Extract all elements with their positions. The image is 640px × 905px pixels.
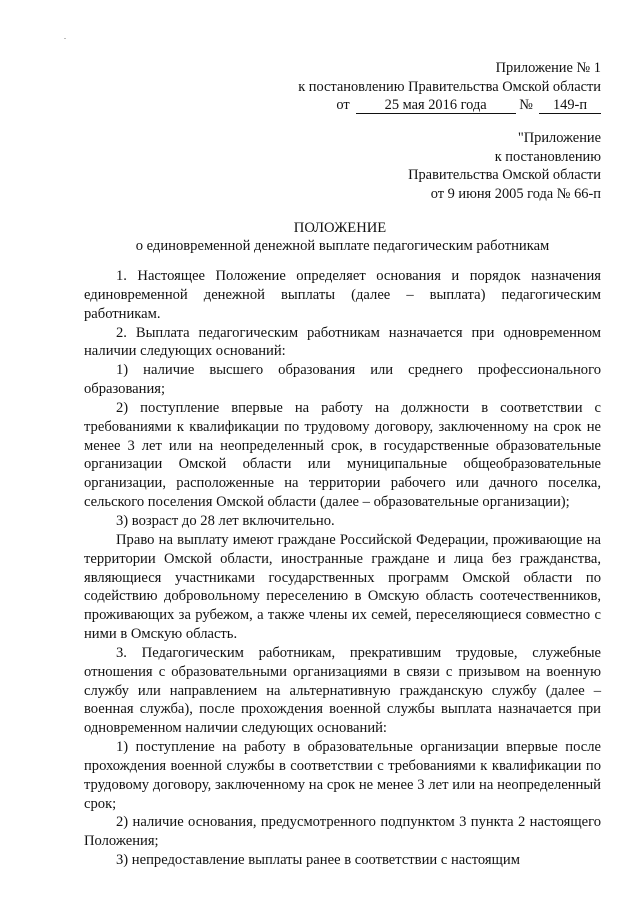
paragraph-2: 2. Выплата педагогическим работникам назначается при одновременном наличии следующих оснований:: [84, 324, 601, 360]
document-subtitle: о единовременной денежной выплате педагогическим работникам: [135, 238, 550, 254]
paragraph-3-item-3: 3) непредоставление выплаты ранее в соответствии с настоящим: [116, 852, 520, 869]
paragraph-eligibility: Право на выплату имеют граждане Российской Федерации, проживающие на территории Омской области, иностранные граждане и лица без гражданства, являющиеся участниками государственных программ Омской области по содействию добровольному переселению в Омскую область соотечественников, проживающих за рубежом, а также члены их семей, переселяющиеся совместно с ними в Омскую область.: [84, 531, 601, 643]
appendix-header: [298, 59, 601, 115]
document-title: ПОЛОЖЕНИЕ: [293, 220, 387, 236]
paragraph-3-item-1: 1) поступление на работу в образовательные организации впервые после прохождения военной службы в соответствии с требованиями к квалификации по трудовому договору, заключенному на срок не менее 3 лет или на неопределенный срок;: [84, 739, 601, 812]
prev-line-2: к постановлению: [494, 148, 601, 165]
paragraph-3-item-2: 2) наличие основания, предусмотренного подпунктом 3 пункта 2 настоящего Положения;: [84, 814, 601, 850]
decree-number: 149-п: [539, 98, 601, 114]
paragraph-2-item-3: 3) возраст до 28 лет включительно.: [116, 512, 335, 529]
appendix-to: к постановлению Правительства Омской области: [298, 78, 601, 95]
appendix-title: Приложение № 1: [495, 60, 601, 76]
document-body: [84, 267, 601, 870]
prev-line-4: от 9 июня 2005 года № 66-п: [430, 185, 601, 202]
prev-line-1: "Приложение: [517, 130, 601, 146]
appendix-date-line: [298, 96, 601, 115]
decree-date: 25 мая 2016 года: [356, 98, 516, 114]
paragraph-3: 3. Педагогическим работникам, прекратившим трудовые, служебные отношения с образовательными организациями в связи с призывом на военную службу или направлением на альтернативную гражданскую службу (далее – военная служба), после прохождения военной службы выплата назначается при одновременном наличии следующих оснований:: [84, 644, 601, 737]
paragraph-1: 1. Настоящее Положение определяет основания и порядок назначения единовременной денежной выплаты (далее – выплата) педагогическим работникам.: [84, 268, 601, 322]
paragraph-2-item-2: 2) поступление впервые на работу на должности в соответствии с требованиями к квалификации по трудовому договору, заключенному на срок не менее 3 лет или на неопределенный срок, в государственные образовательные организации Омской области или муниципальные общеобразовательные организации, расположенные на территории рабочего или дачного поселка, сельского поселения Омской области (далее – образовательные организации);: [84, 399, 601, 511]
number-label: №: [519, 97, 533, 113]
scan-speck: [64, 38, 66, 39]
from-label: от: [336, 97, 350, 113]
prev-line-3: Правительства Омской области: [408, 167, 601, 183]
previous-appendix-header: [408, 129, 601, 203]
paragraph-2-item-1: 1) наличие высшего образования или среднего профессионального образования;: [84, 362, 601, 398]
